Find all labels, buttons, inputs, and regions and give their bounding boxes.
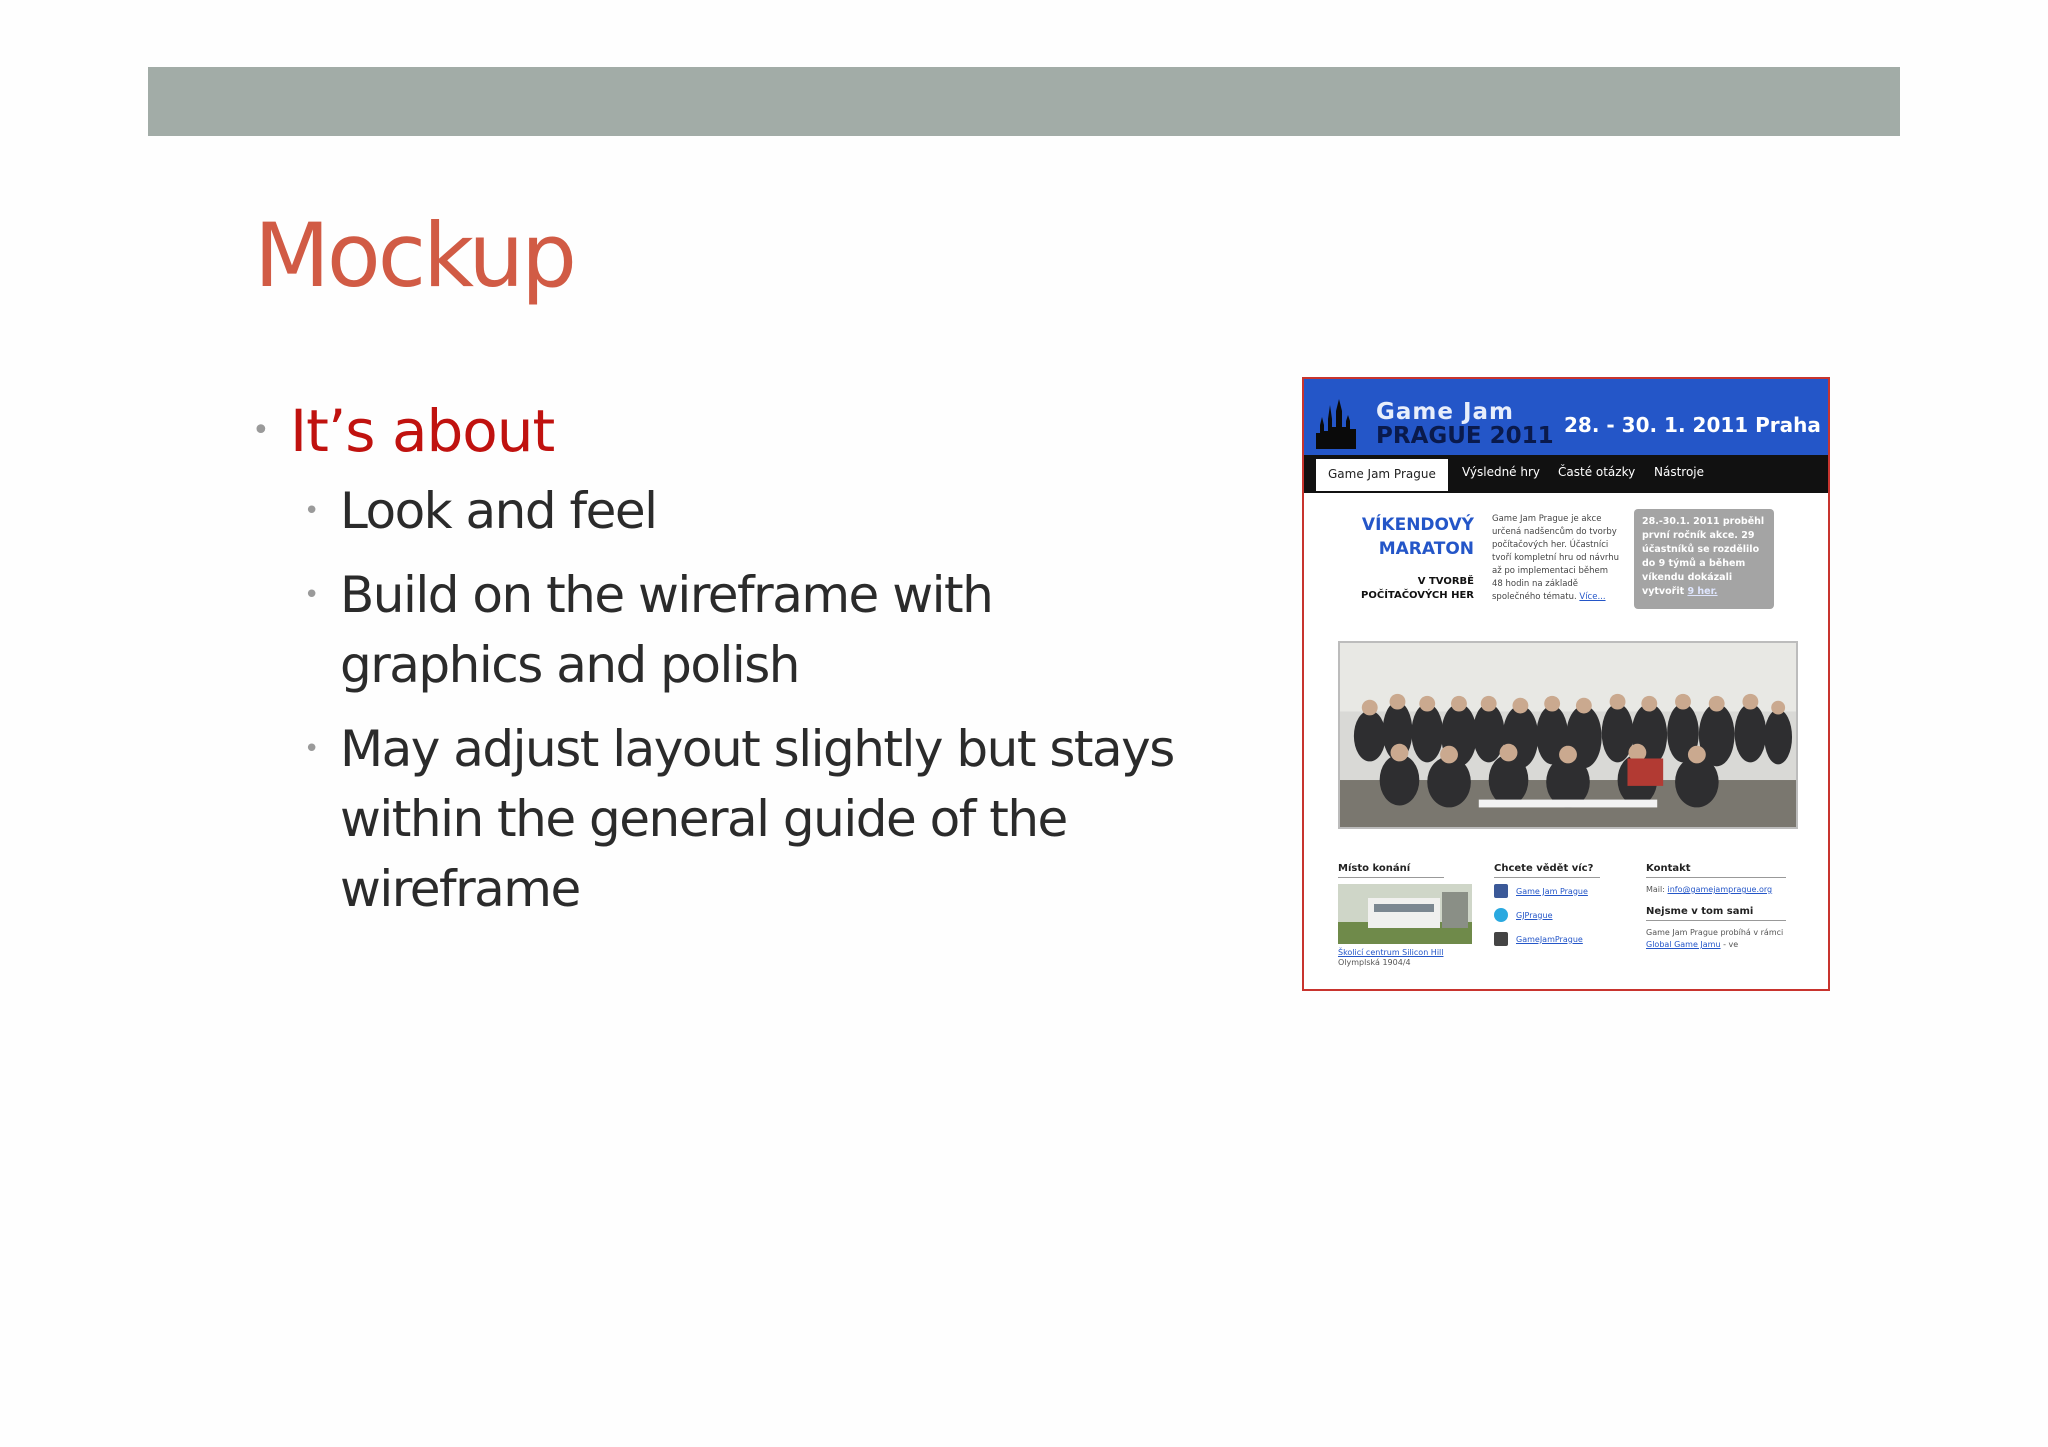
mockup-logo-line1: Game Jam bbox=[1376, 399, 1515, 425]
sub-bullet bbox=[252, 476, 1192, 546]
ustream-icon bbox=[1494, 932, 1508, 946]
venue-building-photo bbox=[1338, 884, 1472, 944]
mockup-event-date: 28. - 30. 1. 2011 Praha bbox=[1564, 413, 1821, 437]
top-band bbox=[148, 67, 1900, 136]
mockup-partners-tail: - ve bbox=[1723, 940, 1739, 949]
mockup-hero-title: VÍKENDOVÝ MARATON bbox=[1361, 515, 1474, 559]
mockup-ustream-link: GameJamPrague bbox=[1516, 934, 1583, 944]
group-photo bbox=[1338, 641, 1798, 829]
mockup-partners-body: Game Jam Prague probíhá v rámci bbox=[1646, 928, 1784, 937]
mockup-social-item bbox=[1494, 908, 1600, 922]
mockup-hero bbox=[1334, 513, 1474, 603]
mockup-contact-column bbox=[1646, 863, 1786, 951]
mockup-tab-vysledne-hry: Výsledné hry bbox=[1462, 465, 1541, 479]
mockup-venue-heading: Místo konání bbox=[1338, 863, 1444, 878]
mockup-info-text: 28.-30.1. 2011 proběhl první ročník akce. 29 účastníků se rozdělilo do 9 týmů a během víkendu dokázali vytvořit bbox=[1642, 516, 1765, 597]
bullet-dot: • bbox=[304, 734, 318, 764]
slide-title: Mockup bbox=[254, 204, 575, 307]
mockup-logo-line2: PRAGUE 2011 bbox=[1376, 423, 1554, 449]
mockup-mail-link: info@gamejamprague.org bbox=[1667, 885, 1773, 894]
bullet-main bbox=[252, 392, 1192, 470]
bullet-main-text: It’s about bbox=[290, 397, 555, 465]
mockup-venue-link: Školicí centrum Silicon Hill bbox=[1338, 948, 1444, 957]
bullet-dot: • bbox=[304, 580, 318, 610]
website-mockup-image bbox=[1302, 377, 1830, 991]
bullet-dot: • bbox=[304, 496, 318, 526]
mockup-venue-address: Olymplská 1904/4 bbox=[1338, 958, 1411, 967]
mockup-social-heading: Chcete vědět víc? bbox=[1494, 863, 1600, 878]
mockup-tab-caste-otazky: Časté otázky bbox=[1558, 465, 1636, 479]
mockup-mail-label: Mail: bbox=[1646, 885, 1665, 894]
mockup-venue-column bbox=[1338, 863, 1444, 969]
sub-bullet-text: Look and feel bbox=[340, 482, 657, 540]
mockup-contact-heading: Kontakt bbox=[1646, 863, 1786, 878]
mockup-nav bbox=[1304, 455, 1828, 493]
mockup-info-link: 9 her. bbox=[1687, 586, 1718, 597]
mockup-twitter-link: GJPrague bbox=[1516, 910, 1553, 920]
twitter-icon bbox=[1494, 908, 1508, 922]
sub-bullet bbox=[252, 560, 1192, 700]
mockup-ggj-link: Global Game Jamu bbox=[1646, 940, 1721, 949]
sub-bullet bbox=[252, 714, 1192, 924]
mockup-social-item bbox=[1494, 884, 1600, 898]
mockup-social-item bbox=[1494, 932, 1600, 946]
mockup-hero-body: Game Jam Prague je akce určená nadšencům do tvorby počítačových her. Účastníci tvoří kompletní hru od návrhu až po implementaci během 48 hodin na základě společného tématu. bbox=[1492, 514, 1620, 602]
mockup-mail-line bbox=[1646, 884, 1786, 896]
mockup-tab-nastroje: Nástroje bbox=[1654, 465, 1705, 479]
sub-bullet-text: Build on the wireframe with graphics and polish bbox=[340, 566, 993, 694]
mockup-partners-heading: Nejsme v tom sami bbox=[1646, 906, 1786, 921]
sub-bullet-list bbox=[252, 476, 1192, 924]
mockup-facebook-link: Game Jam Prague bbox=[1516, 886, 1588, 896]
mockup-tab-game-jam-prague: Game Jam Prague bbox=[1316, 459, 1448, 491]
sub-bullet-text: May adjust layout slightly but stays within the general guide of the wireframe bbox=[340, 720, 1174, 918]
mockup-header bbox=[1304, 379, 1828, 455]
mockup-partners-text bbox=[1646, 927, 1786, 951]
prague-castle-icon bbox=[1316, 397, 1356, 449]
mockup-info-box bbox=[1634, 509, 1774, 609]
mockup-more-link: Více... bbox=[1579, 592, 1606, 602]
mockup-hero-text bbox=[1492, 513, 1620, 604]
mockup-hero-subtitle: V TVORBĚ POČÍTAČOVÝCH HER bbox=[1361, 576, 1474, 601]
bullet-list bbox=[252, 392, 1192, 938]
bullet-dot: • bbox=[252, 413, 269, 448]
facebook-icon bbox=[1494, 884, 1508, 898]
mockup-social-column bbox=[1494, 863, 1600, 956]
